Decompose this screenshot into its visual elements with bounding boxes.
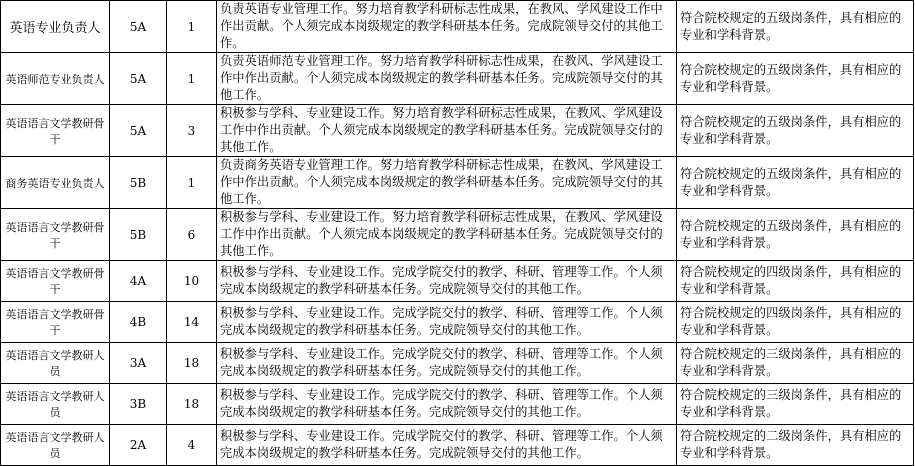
- count-cell: 18: [167, 384, 217, 425]
- count-cell: 3: [167, 105, 217, 157]
- table-row: [1, 261, 914, 302]
- table-row: [1, 343, 914, 384]
- requirement-cell: 符合院校规定的四级岗条件，具有相应的专业和学科背景。: [677, 261, 914, 302]
- position-cell: 英语专业负责人: [1, 1, 110, 53]
- count-cell: 14: [167, 302, 217, 343]
- table-row: [1, 302, 914, 343]
- position-cell: 商务英语专业负责人: [1, 157, 110, 209]
- position-cell: 英语语言文学教研骨干: [1, 105, 110, 157]
- level-cell: 4A: [110, 261, 167, 302]
- duty-cell: 积极参与学科、专业建设工作。完成学院交付的教学、科研、管理等工作。个人须完成本岗级规定的教学科研基本任务。完成院领导交付的其他工作。: [217, 343, 677, 384]
- table-row: [1, 105, 914, 157]
- duty-cell: 积极参与学科、专业建设工作。完成学院交付的教学、科研、管理等工作。个人须完成本岗级规定的教学科研基本任务。完成院领导交付的其他工作。: [217, 425, 677, 466]
- requirement-cell: 符合院校规定的五级岗条件，具有相应的专业和学科背景。: [677, 157, 914, 209]
- requirement-cell: 符合院校规定的三级岗条件，具有相应的专业和学科背景。: [677, 384, 914, 425]
- level-cell: 5B: [110, 209, 167, 261]
- position-cell: 英语语言文学教研骨干: [1, 302, 110, 343]
- table-row: [1, 425, 914, 466]
- count-cell: 18: [167, 343, 217, 384]
- table-row: [1, 1, 914, 53]
- position-cell: 英语师范专业负责人: [1, 53, 110, 105]
- requirement-cell: 符合院校规定的四级岗条件，具有相应的专业和学科背景。: [677, 302, 914, 343]
- position-cell: 英语语言文学教研骨干: [1, 261, 110, 302]
- level-cell: 5A: [110, 105, 167, 157]
- requirement-cell: 符合院校规定的五级岗条件，具有相应的专业和学科背景。: [677, 105, 914, 157]
- level-cell: 5A: [110, 53, 167, 105]
- position-cell: 英语语言文学教研人员: [1, 425, 110, 466]
- count-cell: 1: [167, 53, 217, 105]
- position-cell: 英语语言文学教研人员: [1, 343, 110, 384]
- duty-cell: 积极参与学科、专业建设工作。完成学院交付的教学、科研、管理等工作。个人须完成本岗级规定的教学科研基本任务。完成院领导交付的其他工作。: [217, 384, 677, 425]
- count-cell: 6: [167, 209, 217, 261]
- position-cell: 英语语言文学教研骨干: [1, 209, 110, 261]
- level-cell: 3B: [110, 384, 167, 425]
- duty-cell: 负责商务英语专业管理工作。努力培育教学科研标志性成果，在教风、学风建设工作中作出贡献。个人须完成本岗级规定的教学科研基本任务。完成院领导交付的其他工作。: [217, 157, 677, 209]
- level-cell: 4B: [110, 302, 167, 343]
- duty-cell: 负责英语专业管理工作。努力培育教学科研标志性成果，在教风、学风建设工作中作出贡献。个人须完成本岗级规定的教学科研基本任务。完成院领导交付的其他工作。: [217, 1, 677, 53]
- position-cell: 英语语言文学教研人员: [1, 384, 110, 425]
- requirement-cell: 符合院校规定的三级岗条件，具有相应的专业和学科背景。: [677, 343, 914, 384]
- table-row: [1, 53, 914, 105]
- level-cell: 5B: [110, 157, 167, 209]
- level-cell: 3A: [110, 343, 167, 384]
- table-row: [1, 157, 914, 209]
- table-row: [1, 384, 914, 425]
- duty-cell: 负责英语师范专业管理工作。努力培育教学科研标志性成果，在教风、学风建设工作中作出贡献。个人须完成本岗级规定的教学科研基本任务。完成院领导交付的其他工作。: [217, 53, 677, 105]
- requirement-cell: 符合院校规定的五级岗条件，具有相应的专业和学科背景。: [677, 53, 914, 105]
- level-cell: 2A: [110, 425, 167, 466]
- count-cell: 4: [167, 425, 217, 466]
- duty-cell: 积极参与学科、专业建设工作。努力培育教学科研标志性成果，在教风、学风建设工作中作出贡献。个人须完成本岗级规定的教学科研基本任务。完成院领导交付的其他工作。: [217, 209, 677, 261]
- count-cell: 1: [167, 1, 217, 53]
- count-cell: 10: [167, 261, 217, 302]
- requirement-cell: 符合院校规定的五级岗条件，具有相应的专业和学科背景。: [677, 1, 914, 53]
- count-cell: 1: [167, 157, 217, 209]
- requirement-cell: 符合院校规定的二级岗条件，具有相应的专业和学科背景。: [677, 425, 914, 466]
- level-cell: 5A: [110, 1, 167, 53]
- duty-cell: 积极参与学科、专业建设工作。完成学院交付的教学、科研、管理等工作。个人须完成本岗级规定的教学科研基本任务。完成院领导交付的其他工作。: [217, 302, 677, 343]
- duty-cell: 积极参与学科、专业建设工作。完成学院交付的教学、科研、管理等工作。个人须完成本岗级规定的教学科研基本任务。完成院领导交付的其他工作。: [217, 261, 677, 302]
- requirement-cell: 符合院校规定的五级岗条件，具有相应的专业和学科背景。: [677, 209, 914, 261]
- duty-cell: 积极参与学科、专业建设工作。努力培育教学科研标志性成果，在教风、学风建设工作中作出贡献。个人须完成本岗级规定的教学科研基本任务。完成院领导交付的其他工作。: [217, 105, 677, 157]
- table-row: [1, 209, 914, 261]
